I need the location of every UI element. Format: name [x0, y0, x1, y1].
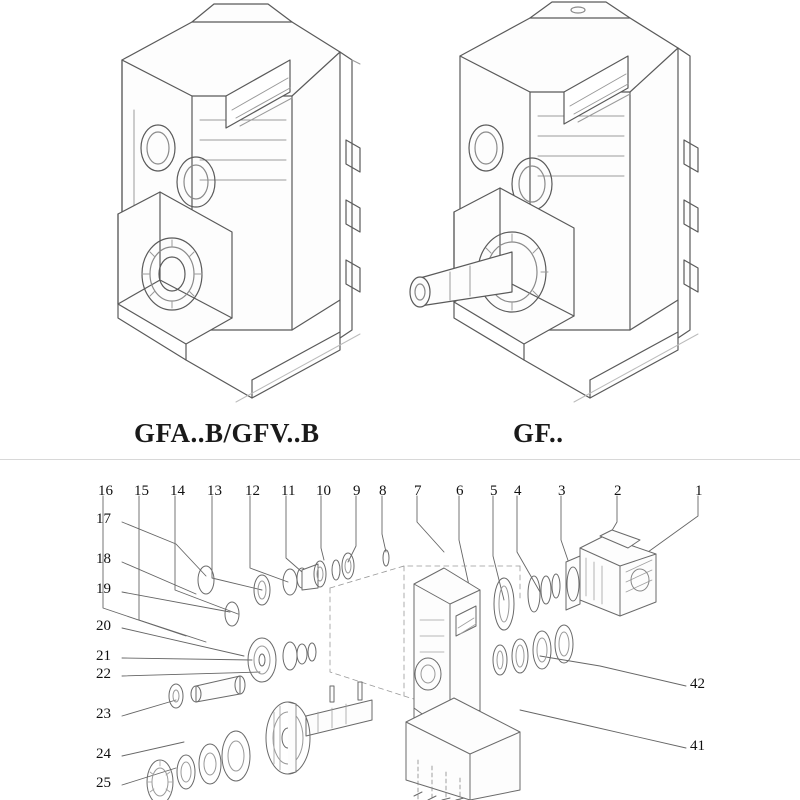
callout-4: 4 [514, 483, 522, 499]
callout-24: 24 [96, 746, 111, 762]
callout-18: 18 [96, 551, 111, 567]
callout-5: 5 [490, 483, 498, 499]
callout-7: 7 [414, 483, 422, 499]
exploded-view-panel [0, 460, 800, 800]
callout-9: 9 [353, 483, 361, 499]
callout-42: 42 [690, 676, 705, 692]
callout-19: 19 [96, 581, 111, 597]
left-gearbox-view [118, 4, 360, 402]
caption-right-model: GF.. [513, 418, 564, 448]
callout-14: 14 [170, 483, 185, 499]
callout-1: 1 [695, 483, 703, 499]
callout-17: 17 [96, 511, 111, 527]
callout-11: 11 [281, 483, 296, 499]
callout-22: 22 [96, 666, 111, 682]
callout-20: 20 [96, 618, 111, 634]
exploded-view-drawing [0, 460, 800, 800]
callout-3: 3 [558, 483, 566, 499]
callout-6: 6 [456, 483, 464, 499]
callout-8: 8 [379, 483, 387, 499]
right-gearbox-view [410, 2, 698, 402]
callout-12: 12 [245, 483, 260, 499]
callout-23: 23 [96, 706, 111, 722]
caption-left-model: GFA..B/GFV..B [134, 418, 320, 448]
callout-15: 15 [134, 483, 149, 499]
callout-10: 10 [316, 483, 331, 499]
callout-21: 21 [96, 648, 111, 664]
callout-16: 16 [98, 483, 113, 499]
callout-2: 2 [614, 483, 622, 499]
callout-41: 41 [690, 738, 705, 754]
callout-25: 25 [96, 775, 111, 791]
callout-13: 13 [207, 483, 222, 499]
